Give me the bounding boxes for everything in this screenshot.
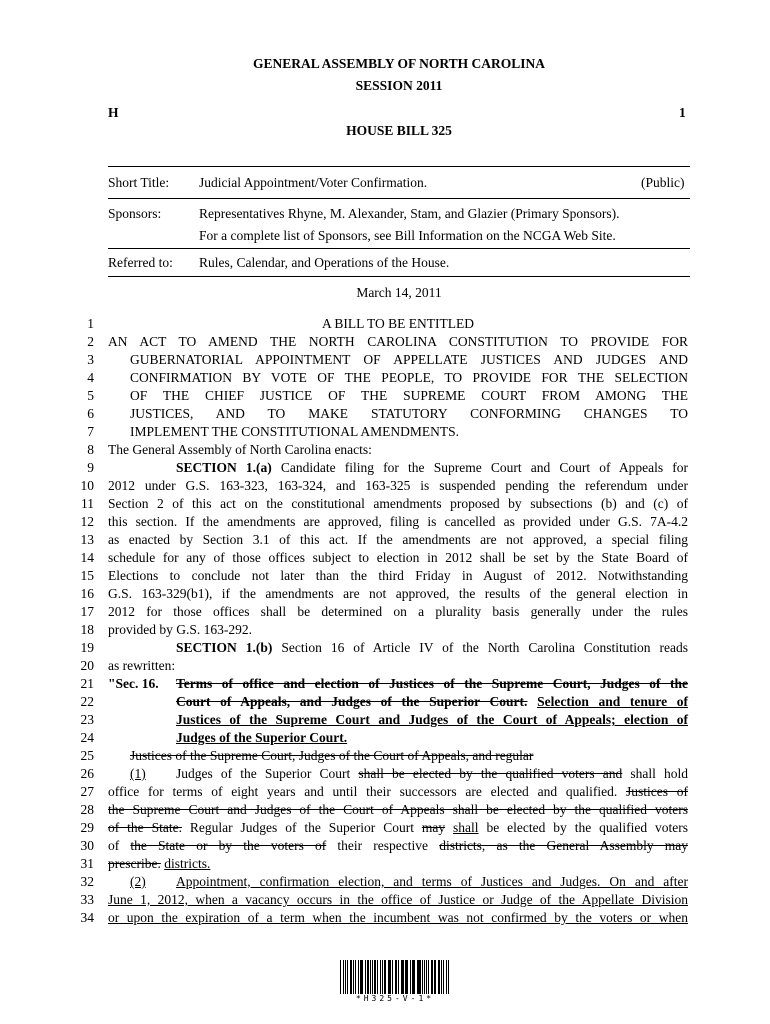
barcode-bar [438,960,440,994]
line-number: 3 [87,352,94,367]
line-number: 20 [80,658,94,673]
body-line [176,460,688,476]
line-number: 5 [87,388,94,403]
line-number: 26 [80,766,94,781]
line-number: 32 [80,874,94,889]
barcode-bar [372,960,373,994]
body-line: of the State or by the voters of their respective districts, as the General Assembly may [108,838,689,853]
line-number: 8 [87,442,94,457]
barcode-bar [382,960,383,994]
line-number: 27 [80,784,94,799]
barcode-bar [412,960,413,994]
barcode-bar [358,960,359,994]
section-label: SECTION 1.(b) [176,640,273,655]
struck-heading [176,676,688,692]
line-number: 18 [80,622,94,637]
barcode-bar [395,960,396,994]
line-number: 31 [80,856,94,871]
barcode-bar [345,960,346,994]
barcode-bar [350,960,352,994]
barcode-bar [424,960,425,994]
barcode-bar [428,960,429,994]
body-line: Judges of the Superior Court shall be elected by the qualified voters and shall hold [176,766,689,781]
inserted-text: June 1, 2012, when a vacancy occurs in the office of Justice or Judge of the Appellate Division [108,892,688,907]
line-number: 28 [80,802,94,817]
line-number: 34 [80,910,94,925]
line-number: 4 [87,370,94,385]
line-number: 29 [80,820,94,835]
act-title-line: OF THE CHIEF JUSTICE OF THE SUPREME COURT FROM AMONG THE [130,388,688,403]
barcode-bar [347,960,348,994]
sponsors-label: Sponsors: [108,206,162,221]
act-title-line: GUBERNATORIAL APPOINTMENT OF APPELLATE JUSTICES AND JUDGES AND [130,352,688,367]
barcode-bar [353,960,354,994]
body-line [176,874,688,890]
body-line [108,892,688,908]
barcode-bar [392,960,393,994]
bill-heading: A BILL TO BE ENTITLED [322,316,474,331]
rule-after-referred [108,276,690,277]
body-line [108,856,210,872]
line-number: 13 [80,532,94,547]
inserted-text: districts. [164,856,211,871]
rule-after-sponsors [108,248,690,249]
line-number: 15 [80,568,94,583]
line-number: 30 [80,838,94,853]
struck-text: Terms of office and election of Justices of the Supreme Court, Judges of the [176,676,688,691]
barcode-bar [418,960,420,994]
struck-text: Justices of the Supreme Court, Judges of the Court of Appeals, and regular [130,748,534,763]
body-line [108,910,688,926]
sec-16-label: "Sec. 16. [108,676,159,691]
public-label: (Public) [641,175,685,190]
line-number: 14 [80,550,94,565]
barcode-bar [384,960,386,994]
body-line: office for terms of eight years and until their successors are elected and qualified. Justices of [108,784,688,799]
line-number: 7 [87,424,94,439]
barcode-bar [443,960,444,994]
barcode-bar [360,960,361,994]
barcode-bar [388,960,389,994]
struck-text: of the State. [108,820,182,835]
chamber-letter: H [108,105,119,120]
body-text: Section 16 of Article IV of the North Carolina Constitution reads [281,640,689,655]
struck-text: shall be elected by the qualified voters and [358,766,623,781]
body-line: this section. If the amendments are approved, filing is cancelled as provided under G.S. 7A-4.2 [108,514,688,529]
bill-date: March 14, 2011 [356,285,442,300]
act-title-line: JUSTICES, AND TO MAKE STATUTORY CONFORMING CHANGES TO [130,406,688,421]
barcode-bar [380,960,381,994]
referred: Rules, Calendar, and Operations of the House. [199,255,450,270]
barcode-bar [377,960,378,994]
barcode-bar [370,960,371,994]
line-number: 6 [87,406,94,421]
line-number: 19 [80,640,94,655]
line-number: 22 [80,694,94,709]
line-number: 17 [80,604,94,619]
act-title-line: CONFIRMATION BY VOTE OF THE PEOPLE, TO PROVIDE FOR THE SELECTION [130,370,688,385]
barcode-bar [396,960,397,994]
body-line: provided by G.S. 163-292. [108,622,252,637]
sponsors: Representatives Rhyne, M. Alexander, Stam, and Glazier (Primary Sponsors). [199,206,620,221]
line-number: 11 [81,496,94,511]
rule-top [108,166,690,167]
barcode-bar [410,960,411,994]
line-number: 25 [80,748,94,763]
line-number: 33 [80,892,94,907]
line-number: 23 [80,712,94,727]
inserted-text: Justices of the Supreme Court and Judges of the Court of Appeals; election of [176,712,688,727]
barcode-bar [340,960,341,994]
subsection-number: (2) [130,874,146,889]
inserted-text: or upon the expiration of a term when the incumbent was not confirmed by the voters or when [108,910,688,925]
bill-title: HOUSE BILL 325 [346,123,452,138]
session-title: SESSION 2011 [355,78,443,93]
body-line [108,802,688,818]
body-line: as enacted by Section 3.1 of this act. If the amendments are not approved, a special filing [108,532,688,547]
body-line [130,748,533,764]
line-number: 9 [87,460,94,475]
barcode-bar [417,960,418,994]
heading-line [176,694,688,710]
act-title-line: IMPLEMENT THE CONSTITUTIONAL AMENDMENTS. [130,424,459,439]
struck-text: the State or by the voters of [130,838,327,853]
enacting-clause: The General Assembly of North Carolina enacts: [108,442,372,457]
barcode [340,960,450,994]
heading-line [176,712,688,728]
line-number: 12 [80,514,94,529]
body-line: 2012 under G.S. 163-323, 163-324, and 163-325 is suspended pending the referendum under [108,478,688,493]
barcode-bar [434,960,435,994]
section-label: SECTION 1.(a) [176,460,272,475]
barcode-bar [367,960,369,994]
body-line: of the State. Regular Judges of the Superior Court may shall be elected by the qualified voters [108,820,689,835]
referred-label: Referred to: [108,255,173,270]
body-line: as rewritten: [108,658,176,673]
barcode-bar [374,960,375,994]
line-number: 21 [80,676,94,691]
body-line: 2012 for those offices shall be determined on a plurality basis generally under the rules [108,604,688,619]
struck-text: Court of Appeals, and Judges of the Superior Court. [176,694,528,709]
barcode-bar [389,960,390,994]
heading-line [176,730,347,746]
barcode-bar [441,960,442,994]
body-line: Elections to conclude not later than the third Friday in August of 2012. Notwithstanding [108,568,688,583]
line-number: 2 [87,334,94,349]
barcode-bar [413,960,414,994]
barcode-bar [435,960,436,994]
barcode-bar [406,960,407,994]
barcode-bar [365,960,366,994]
body-line [176,640,688,656]
struck-text: districts, as the General Assembly may [439,838,689,853]
barcode-bar [431,960,432,994]
subsection-number: (1) [130,766,146,781]
assembly-title: GENERAL ASSEMBLY OF NORTH CAROLINA [252,56,546,71]
sponsors-note: For a complete list of Sponsors, see Bill Information on the NCGA Web Site. [199,228,616,243]
barcode-bar [426,960,427,994]
struck-text: prescribe. [108,856,161,871]
body-line: schedule for any of those offices subject to election in 2012 shall be set by the State Board of [108,550,688,565]
barcode-bar [405,960,406,994]
barcode-bar [355,960,356,994]
bill-version: 1 [679,105,686,120]
line-number: 10 [80,478,94,493]
barcode-bar [448,960,449,994]
inserted-text: Appointment, confirmation election, and terms of Justices and Judges. On and after [176,874,688,889]
body-text: Candidate filing for the Supreme Court and Court of Appeals for [280,460,688,475]
barcode-bar [446,960,447,994]
struck-text: Justices of [625,784,688,799]
body-line: Section 2 of this act on the constitutional amendments proposed by subsections (b) and (c) of [108,496,688,511]
barcode-bar [343,960,344,994]
barcode-bar [422,960,423,994]
barcode-bar [398,960,399,994]
act-title-line: AN ACT TO AMEND THE NORTH CAROLINA CONSTITUTION TO PROVIDE FOR [108,334,688,349]
line-number: 16 [80,586,94,601]
struck-text: the Supreme Court and Judges of the Court of Appeals shall be elected by the qualified voters [108,802,688,817]
barcode-bar [361,960,362,994]
short-title: Judicial Appointment/Voter Confirmation. [199,175,428,190]
barcode-text: *H325-V-1* [355,994,435,1003]
struck-text: may [421,820,446,835]
inserted-text: Judges of the Superior Court. [176,730,348,745]
line-number: 24 [80,730,94,745]
barcode-bar [401,960,403,994]
inserted-text: shall [453,820,479,835]
inserted-text: Selection and tenure of [537,694,689,709]
line-number: 1 [87,316,94,331]
short-title-label: Short Title: [108,175,170,190]
body-line: G.S. 163-329(b1), if the amendments are not approved, the results of the general election in [108,586,688,601]
rule-after-title [108,198,690,199]
